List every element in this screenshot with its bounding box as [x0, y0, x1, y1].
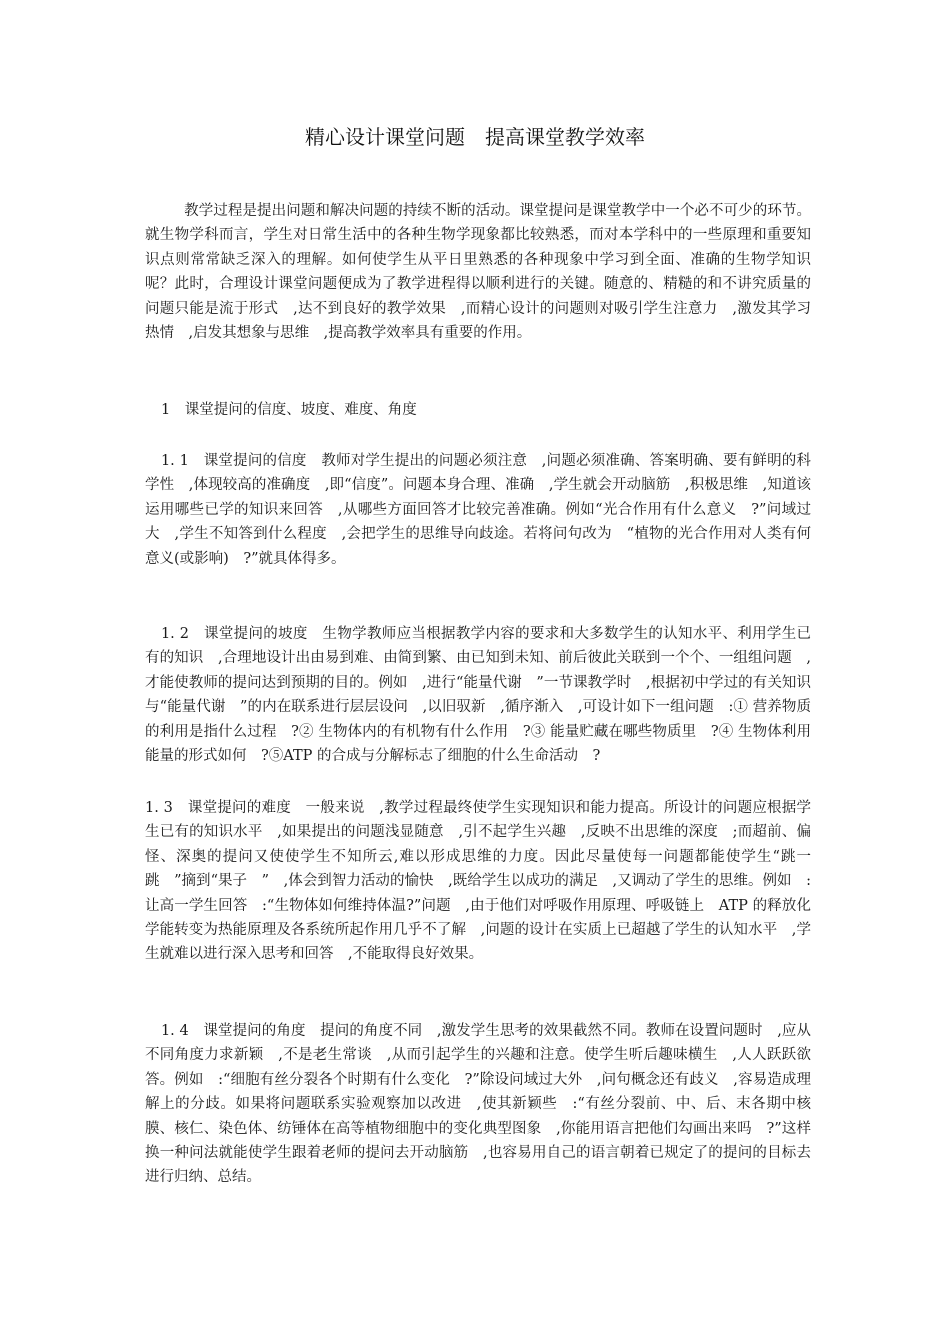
section-1-3-number: 1. 3 [145, 800, 188, 816]
section-1-3-paragraph [145, 796, 811, 967]
section-1-4-number: 1. 4 [160, 1023, 204, 1039]
section-1-3-text: 课堂提问的难度 一般来说 ,教学过程最终使学生实现知识和能力提高。所设计的问题应根据学生已有的知识水平 ,如果提出的问题浅显随意 ,引不起学生兴趣 ,反映不出思维的深度 ;而超前、偏怪、深奥的提问又使使学生不知所云,难以形成思维的力度。因此尽量使每一问题都能使学生“跳一跳 ”摘到“果子 ” ,体会到智力活动的愉快 ,既给学生以成功的满足 ,又调动了学生的思维。例如 :让高一学生回答 :“生物体如何维持体温?”问题 ,由于他们对呼吸作用原理、呼吸链上 ATP 的释放化学能转变为热能原理及各系统所起作用几乎不了解 ,问题的设计在实质上已超越了学生的认知水平 ,学生就难以进行深入思考和回答 ,不能取得良好效果。 [145, 800, 812, 963]
section-1-4-paragraph [145, 1019, 811, 1190]
document-title: 精心设计课堂问题 提高课堂教学效率 [305, 125, 645, 149]
section-1-2-text: 课堂提问的坡度 生物学教师应当根据教学内容的要求和大多数学生的认知水平、利用学生已有的知识 ,合理地设计出由易到难、由简到繁、由已知到未知、前后彼此关联到一个个、一组组问题 ,才能使教师的提问达到预期的目的。例如 ,进行“能量代谢 ”一节课教学时 ,根据初中学过的有关知识与“能量代谢 ”的内在联系进行层层设问 ,以旧驭新 ,循序渐入 ,可设计如下一组问题 :① 营养物质的利用是指什么过程 ?② 生物体内的有机物有什么作用 ?③ 能量贮藏在哪些物质里 ?④ 生物体利用能量的形式如何 ?⑤ATP 的合成与分解标志了细胞的什么生命活动 ? [145, 626, 811, 765]
section-1-1-paragraph [145, 449, 811, 571]
section-1-heading: 1 课堂提问的信度、坡度、难度、角度 [161, 402, 417, 418]
section-1-4-text: 课堂提问的角度 提问的角度不同 ,激发学生思考的效果截然不同。教师在设置问题时 ,应从不同角度力求新颖 ,不是老生常谈 ,从而引起学生的兴趣和注意。使学生听后趣味横生 ,人人跃跃欲答。例如 :“细胞有丝分裂各个时期有什么变化 ?”除设问域过大外 ,问句概念还有歧义 ,容易造成理解上的分歧。如果将问题联系实验观察加以改进 ,使其新颖些 :“有丝分裂前、中、后、末各期中核膜、核仁、染色体、纺锤体在高等植物细胞中的变化典型图象 ,你能用语言把他们勾画出来吗 ?”这样换一种问法就能使学生跟着老师的提问去开动脑筋 ,也容易用自己的语言朝着已规定了的提问的目标去进行归纳、总结。 [145, 1023, 811, 1186]
section-1-2-paragraph [145, 622, 811, 768]
section-1-1-text: 课堂提问的信度 教师对学生提出的问题必须注意 ,问题必须准确、答案明确、要有鲜明的科学性 ,体现较高的准确度 ,即“信度”。问题本身合理、准确 ,学生就会开动脑筋 ,积极思维 ,知道该运用哪些已学的知识来回答 ,从哪些方面回答才比较完善准确。例如“光合作用有什么意义 ?”问域过大 ,学生不知答到什么程度 ,会把学生的思维导向歧途。若将问句改为 “植物的光合作用对人类有何意义(或影响) ?”就具体得多。 [145, 453, 812, 567]
intro-paragraph: 教学过程是提出问题和解决问题的持续不断的活动。课堂提问是课堂教学中一个必不可少的环节。就生物学科而言，学生对日常生活中的各种生物学现象都比较熟悉，而对本学科中的一些原理和重要知识点则常常缺乏深入的理解。如何使学生从平日里熟悉的各种现象中学习到全面、准确的生物学知识呢？此时，合理设计课堂问题便成为了教学进程得以顺利进行的关键。随意的、精糙的和不讲究质量的问题只能是流于形式 ,达不到良好的教学效果 ,而精心设计的问题则对吸引学生注意力 ,激发其学习热情 ,启发其想象与思维 ,提高教学效率具有重要的作用。 [145, 203, 811, 342]
section-1-1-number: 1. 1 [160, 453, 204, 469]
section-1-2-number: 1. 2 [160, 626, 205, 642]
